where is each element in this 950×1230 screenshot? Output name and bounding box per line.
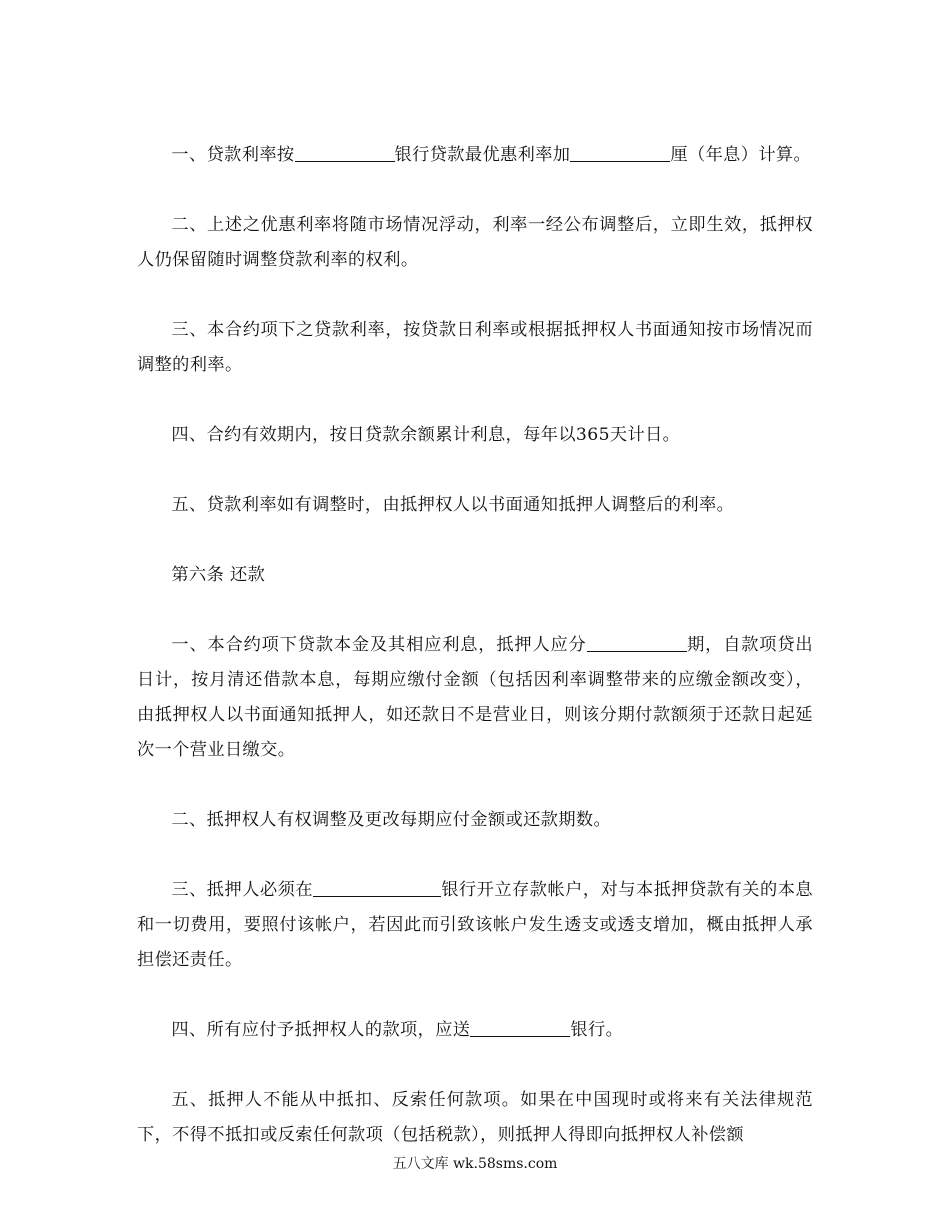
- paragraph-text: 一、本合约项下贷款本金及其相应利息，抵押人应分: [171, 635, 587, 655]
- paragraph-text: 银行贷款最优惠利率加: [394, 145, 571, 165]
- blank-line: [470, 1016, 570, 1037]
- paragraph-text: 三、抵押人必须在: [171, 880, 314, 900]
- paragraph-text: 银行。: [570, 1020, 624, 1040]
- paragraph-installments: [137, 628, 813, 768]
- paragraph-floating-rate: 二、上述之优惠利率将随市场情况浮动，利率一经公布调整后，立即生效，抵押权人仍保留随时调整贷款利率的权利。: [137, 215, 813, 270]
- paragraph-adjust-payments: 二、抵押权人有权调整及更改每期应付金额或还款期数。: [171, 810, 612, 830]
- paragraph-text: 一、贷款利率按: [171, 145, 295, 165]
- paragraph-contract-rate: 三、本合约项下之贷款利率，按贷款日利率或根据抵押权人书面通知按市场情况而调整的利率。: [137, 320, 813, 375]
- blank-line: [295, 141, 395, 162]
- paragraph-text: 四、所有应付予抵押权人的款项，应送: [171, 1020, 471, 1040]
- blank-line: [313, 876, 441, 897]
- paragraph-payment-bank: [137, 1013, 813, 1048]
- page-footer: 五八文库 wk.58sms.com: [392, 1156, 558, 1172]
- paragraph-text: 银行开立存款帐户，对与本抵押贷款有关的本息和一切费用，要照付该帐户，若因此而引致该帐户发生透支或透支增加，概由抵押人承担偿还责任。: [137, 880, 813, 970]
- paragraph-text: 厘（年息）计算。: [670, 145, 812, 165]
- blank-line: [570, 141, 670, 162]
- paragraph-no-deduction: 五、抵押人不能从中抵扣、反索任何款项。如果在中国现时或将来有关法律规范下，不得不抵扣或反索任何款项（包括税款），则抵押人得即向抵押权人补偿额: [137, 1090, 813, 1145]
- section-heading-repayment: 第六条 还款: [171, 565, 266, 585]
- paragraph-interest-rate-basis: [137, 138, 813, 173]
- paragraph-daily-interest: 四、合约有效期内，按日贷款余额累计利息，每年以365天计日。: [171, 425, 681, 445]
- paragraph-deposit-account: [137, 873, 813, 978]
- paragraph-rate-adjustment-notice: 五、贷款利率如有调整时，由抵押权人以书面通知抵押人调整后的利率。: [171, 495, 735, 515]
- document-body: [137, 138, 813, 1188]
- paragraph-text: 期，自款项贷出日计，按月清还借款本息，每期应缴付金额（包括因利率调整带来的应缴金额改变），由抵押权人以书面通知抵押人，如还款日不是营业日，则该分期付款额须于还款日起延次一个营业日缴交。: [137, 635, 813, 760]
- blank-line: [587, 631, 687, 652]
